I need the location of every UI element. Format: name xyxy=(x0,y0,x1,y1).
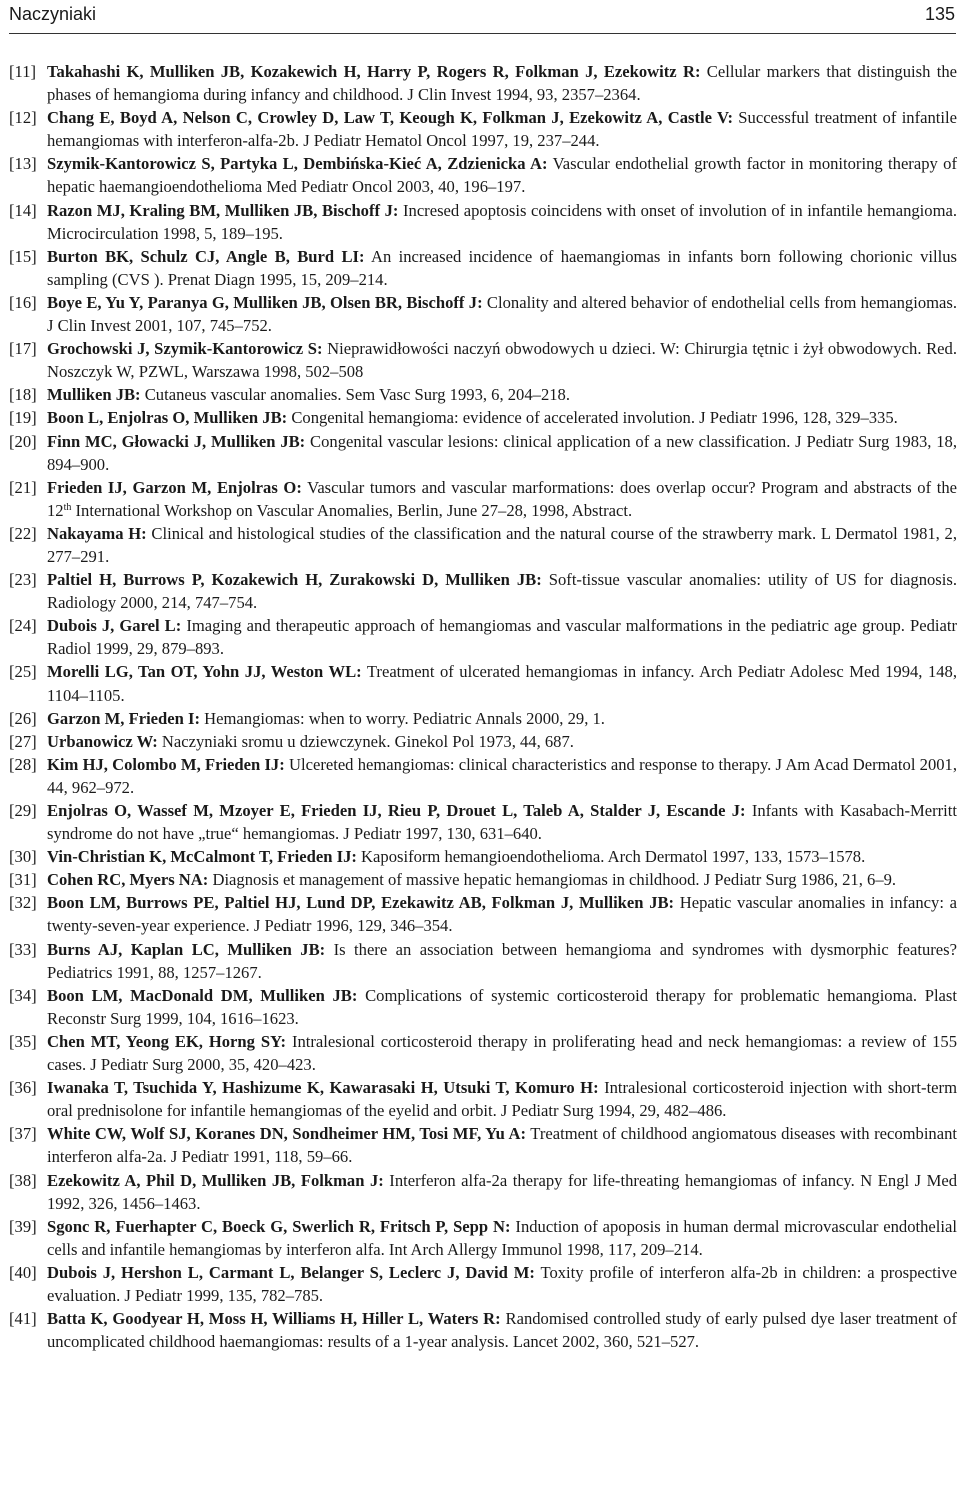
reference-text: Diagnosis et management of massive hepatic hemangiomas in childhood. J Pediatr Surg 1986, 21, 6–9. xyxy=(208,870,897,890)
reference-authors: Burton BK, Schulz CJ, Angle B, Burd LI: xyxy=(47,246,365,266)
reference-item xyxy=(9,1076,957,1122)
reference-authors: Grochowski J, Szymik-Kantorowicz S: xyxy=(47,339,323,359)
reference-authors: Mulliken JB: xyxy=(47,385,141,405)
reference-item xyxy=(9,707,957,730)
reference-text: Vascular endothelial growth factor in monitoring therapy of hepatic haemangioendothelioma Med Pediatr Oncol 2003, 40, 196–197. xyxy=(47,154,957,197)
reference-text: Clinical and histological studies of the classification and the natural course of the strawberry mark. L Dermatol 1981, 2, 277–291. xyxy=(47,523,958,566)
reference-number: [35] xyxy=(9,1031,37,1051)
reference-number: [41] xyxy=(9,1309,37,1329)
reference-text: Cutaneus vascular anomalies. Sem Vasc Surg 1993, 6, 204–218. xyxy=(140,385,570,405)
reference-number: [33] xyxy=(9,939,37,959)
running-title: Naczyniaki xyxy=(9,4,97,24)
reference-number: [18] xyxy=(9,385,37,405)
reference-number: [39] xyxy=(9,1216,37,1236)
header-rule xyxy=(9,33,956,34)
reference-number: [25] xyxy=(9,662,37,682)
reference-item xyxy=(9,1122,957,1168)
reference-authors: Paltiel H, Burrows P, Kozakewich H, Zurakowski D, Mulliken JB: xyxy=(47,570,542,590)
page-header xyxy=(9,0,955,30)
reference-authors: Sgonc R, Fuerhapter C, Boeck G, Swerlich R, Fritsch P, Sepp N: xyxy=(47,1216,511,1236)
reference-item xyxy=(9,1030,957,1076)
reference-text: Soft-tissue vascular anomalies: utility of US for diagnosis. Radiology 2000, 214, 747–754. xyxy=(47,570,957,613)
reference-text: Imaging and therapeutic approach of hemangiomas and vascular malformations in the pediatric age group. Pediatr Radiol 1999, 29, 879–893. xyxy=(47,616,957,659)
reference-authors: Urbanowicz W: xyxy=(47,731,158,751)
reference-number: [16] xyxy=(9,292,37,312)
reference-list xyxy=(9,60,957,1353)
reference-item xyxy=(9,152,957,198)
reference-item xyxy=(9,1215,957,1261)
reference-text: Toxity profile of interferon alfa-2b in children: a prospective evaluation. J Pediatr 1999, 135, 782–785. xyxy=(47,1262,957,1305)
reference-item xyxy=(9,522,957,568)
reference-item xyxy=(9,337,957,383)
reference-text: Successful treatment of infantile hemangiomas with interferon-alfa-2b. J Pediatr Hematol Oncol 1997, 19, 237–244. xyxy=(47,108,957,151)
reference-text: Induction of apoposis in human dermal microvascular endothelial cells and infantile hemangiomas by interferon alfa. Int Arch Allergy Immunol 1998, 117, 209–214. xyxy=(47,1216,957,1259)
reference-item xyxy=(9,406,957,429)
reference-text: Cellular markers that distinguish the phases of hemangioma during infancy and childhood. J Clin Invest 1994, 93, 2357–2364. xyxy=(47,62,957,105)
reference-authors: Vin-Christian K, McCalmont T, Frieden IJ: xyxy=(47,847,357,867)
reference-item xyxy=(9,730,957,753)
reference-item xyxy=(9,291,957,337)
reference-text: Hemangiomas: when to worry. Pediatric Annals 2000, 29, 1. xyxy=(200,708,605,728)
reference-number: [34] xyxy=(9,985,37,1005)
reference-authors: Finn MC, Głowacki J, Mulliken JB: xyxy=(47,431,306,451)
reference-number: [21] xyxy=(9,477,37,497)
reference-text: An increased incidence of haemangiomas in infants born following chorionic villus sampling (CVS ). Prenat Diagn 1995, 15, 209–214. xyxy=(47,246,957,289)
reference-number: [23] xyxy=(9,570,37,590)
reference-item xyxy=(9,383,957,406)
reference-number: [37] xyxy=(9,1124,37,1144)
reference-item xyxy=(9,245,957,291)
reference-item xyxy=(9,1169,957,1215)
reference-text: Congenital hemangioma: evidence of accelerated involution. J Pediatr 1996, 128, 329–335. xyxy=(287,408,898,428)
reference-number: [31] xyxy=(9,870,37,890)
reference-item xyxy=(9,1261,957,1307)
reference-text: Complications of systemic corticosteroid therapy for problematic hemangioma. Plast Reconstr Surg 1999, 104, 1616–1623. xyxy=(47,985,957,1028)
reference-text: Hepatic vascular anomalies in infancy: a twenty-seven-year experience. J Pediatr 1996, 129, 346–354. xyxy=(47,893,957,936)
reference-number: [12] xyxy=(9,108,37,128)
reference-authors: Takahashi K, Mulliken JB, Kozakewich H, Harry P, Rogers R, Folkman J, Ezekowitz R: xyxy=(47,62,701,81)
reference-authors: Boon LM, Burrows PE, Paltiel HJ, Lund DP, Ezekawitz AB, Folkman J, Mulliken JB: xyxy=(47,893,675,913)
reference-number: [26] xyxy=(9,708,37,728)
reference-authors: Morelli LG, Tan OT, Yohn JJ, Weston WL: xyxy=(47,662,362,682)
reference-number: [27] xyxy=(9,731,37,751)
reference-authors: Frieden IJ, Garzon M, Enjolras O: xyxy=(47,477,302,497)
reference-item xyxy=(9,476,957,522)
reference-item xyxy=(9,891,957,937)
reference-number: [15] xyxy=(9,246,37,266)
reference-item xyxy=(9,660,957,706)
ordinal-superscript: th xyxy=(63,501,72,513)
reference-authors: Enjolras O, Wassef M, Mzoyer E, Frieden IJ, Rieu P, Drouet L, Taleb A, Stalder J, Escande J: xyxy=(47,801,746,820)
reference-item xyxy=(9,614,957,660)
reference-text: Kaposiform hemangioendothelioma. Arch Dermatol 1997, 133, 1573–1578. xyxy=(356,847,866,867)
reference-authors: White CW, Wolf SJ, Koranes DN, Sondheimer HM, Tosi MF, Yu A: xyxy=(47,1124,527,1144)
reference-text: Interferon alfa-2a therapy for life-threating hemangiomas of infancy. N Engl J Med 1992, 326, 1456–1463. xyxy=(47,1170,958,1213)
reference-item xyxy=(9,199,957,245)
reference-number: [11] xyxy=(9,62,37,81)
reference-authors: Cohen RC, Myers NA: xyxy=(47,870,209,890)
reference-number: [13] xyxy=(9,154,37,174)
reference-number: [29] xyxy=(9,801,37,820)
reference-number: [22] xyxy=(9,523,37,543)
reference-authors: Burns AJ, Kaplan LC, Mulliken JB: xyxy=(47,939,326,959)
reference-text: Incresed apoptosis coincidens with onset of involution of in infantile hemangioma. Microcirculation 1998, 5, 189–195. xyxy=(47,200,957,243)
reference-number: [36] xyxy=(9,1078,37,1098)
reference-number: [28] xyxy=(9,754,37,774)
reference-authors: Boye E, Yu Y, Paranya G, Mulliken JB, Olsen BR, Bischoff J: xyxy=(47,292,483,312)
reference-text: Treatment of childhood angiomatous diseases with recombinant interferon alfa-2a. J Pediatr 1991, 118, 59–66. xyxy=(47,1124,958,1167)
reference-number: [30] xyxy=(9,847,37,867)
reference-number: [32] xyxy=(9,893,37,913)
reference-item xyxy=(9,430,957,476)
reference-item xyxy=(9,984,957,1030)
reference-text: Intralesional corticosteroid therapy in proliferating head and neck hemangiomas: a review of 155 cases. J Pediatr Surg 2000, 35, 420–423. xyxy=(47,1031,958,1075)
reference-authors: Kim HJ, Colombo M, Frieden IJ: xyxy=(47,754,285,774)
reference-text: Naczyniaki sromu u dziewczynek. Ginekol Pol 1973, 44, 687. xyxy=(157,731,574,751)
reference-item xyxy=(9,868,957,891)
reference-item xyxy=(9,845,957,868)
reference-text: Congenital vascular lesions: clinical application of a new classification. J Pediatr Surg 1983, 18, 894–900. xyxy=(47,431,957,474)
reference-text: Randomised controlled study of early pulsed dye laser treatment of uncomplicated childhood haemangiomas: results of a 1-year analysis. Lancet 2002, 360, 521–527. xyxy=(47,1309,957,1352)
reference-authors: Boon LM, MacDonald DM, Mulliken JB: xyxy=(47,985,358,1005)
page-number: 135 xyxy=(924,4,955,24)
reference-item xyxy=(9,1307,957,1353)
reference-authors: Dubois J, Garel L: xyxy=(47,616,182,636)
reference-item xyxy=(9,106,957,152)
reference-authors: Ezekowitz A, Phil D, Mulliken JB, Folkman J: xyxy=(47,1170,384,1190)
reference-text: Intralesional corticosteroid injection with short-term oral prednisolone for infantile hemangiomas of the eyelid and orbit. J Pediatr Surg 1994, 29, 482–486. xyxy=(47,1078,957,1121)
reference-authors: Chang E, Boyd A, Nelson C, Crowley D, Law T, Keough K, Folkman J, Ezekowitz A, Castle V: xyxy=(47,108,733,128)
reference-authors: Nakayama H: xyxy=(47,523,147,543)
reference-authors: Boon L, Enjolras O, Mulliken JB: xyxy=(47,408,288,428)
reference-authors: Dubois J, Hershon L, Carmant L, Belanger S, Leclerc J, David M: xyxy=(47,1262,535,1282)
reference-text: Clonality and altered behavior of endothelial cells from hemangiomas. J Clin Invest 2001, 107, 745–752. xyxy=(47,292,957,336)
reference-authors: Batta K, Goodyear H, Moss H, Williams H, Hiller L, Waters R: xyxy=(47,1309,501,1329)
reference-number: [20] xyxy=(9,431,37,451)
reference-item xyxy=(9,60,957,106)
reference-text: Nieprawidłowości naczyń obwodowych u dzieci. W: Chirurgia tętnic i żył obwodowych. Red. Noszczyk W, PZWL, Warszawa 1998, 502–508 xyxy=(47,339,957,382)
reference-authors: Chen MT, Yeong EK, Horng SY: xyxy=(47,1031,287,1051)
reference-authors: Szymik-Kantorowicz S, Partyka L, Dembińska-Kieć A, Zdzienicka A: xyxy=(47,154,548,174)
reference-number: [17] xyxy=(9,339,37,359)
reference-text: Is there an association between hemangioma and syndromes with dysmorphic features? Pediatrics 1991, 88, 1257–1267. xyxy=(47,939,957,982)
reference-item xyxy=(9,938,957,984)
reference-item xyxy=(9,568,957,614)
reference-number: [19] xyxy=(9,408,37,428)
reference-number: [24] xyxy=(9,616,37,636)
reference-authors: Iwanaka T, Tsuchida Y, Hashizume K, Kawarasaki H, Utsuki T, Komuro H: xyxy=(47,1078,599,1098)
reference-text-continued: International Workshop on Vascular Anomalies, Berlin, June 27–28, 1998, Abstract. xyxy=(71,500,633,520)
reference-text: Ulcereted hemangiomas: clinical characteristics and response to therapy. J Am Acad Dermatol 2001, 44, 962–972. xyxy=(47,754,957,797)
reference-item xyxy=(9,799,957,845)
reference-authors: Garzon M, Frieden I: xyxy=(47,708,200,728)
reference-number: [14] xyxy=(9,200,37,220)
reference-authors: Razon MJ, Kraling BM, Mulliken JB, Bischoff J: xyxy=(47,200,399,220)
reference-item xyxy=(9,753,957,799)
reference-text: Vascular tumors and vascular marformations: does overlap occur? Program and abstracts of the 12 xyxy=(47,477,958,520)
reference-text: Infants with Kasabach-Merritt syndrome do not have „true“ hemangiomas. J Pediatr 1997, 130, 631–640. xyxy=(47,801,957,844)
reference-text: Treatment of ulcerated hemangiomas in infancy. Arch Pediatr Adolesc Med 1994, 148, 1104–1105. xyxy=(47,662,957,705)
reference-number: [40] xyxy=(9,1262,37,1282)
reference-number: [38] xyxy=(9,1170,37,1190)
